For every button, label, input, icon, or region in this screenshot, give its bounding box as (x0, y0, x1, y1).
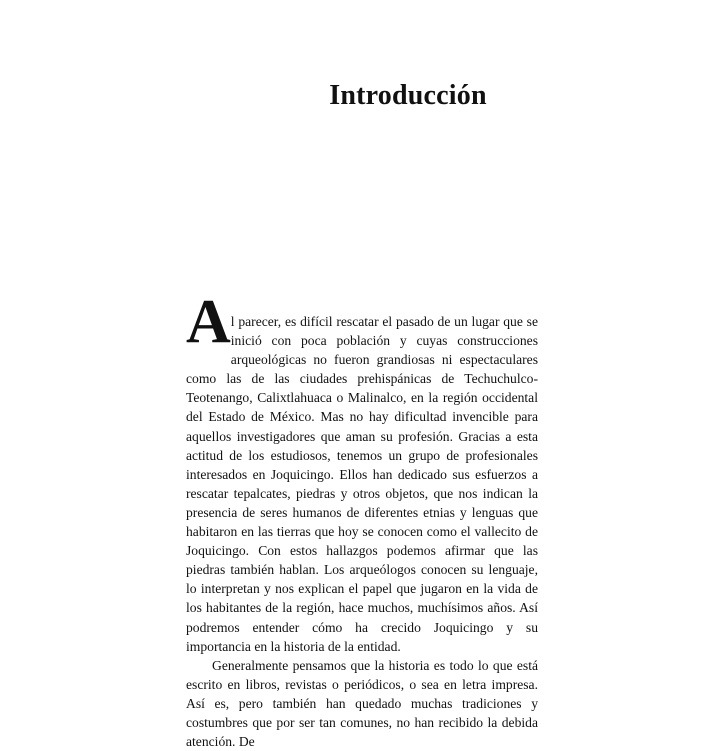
page-title: Introducción (329, 80, 487, 111)
paragraph-2: Generalmente pensamos que la historia es todo lo que está escrito en libros, revistas o periódicos, o sea en letra impresa. Así es, pero también han quedado muchas tradiciones y costumbres que por ser tan comunes, no han recibido la debida atención. De (186, 657, 538, 750)
paragraph-1-text: l parecer, es difícil rescatar el pasado de un lugar que se inició con poca población y cuyas construcciones arqueológicas no fueron grandiosas ni espectaculares como las de las ciudades prehispánicas de Techuchulco-Teotenango, Calixtlahuaca o Malinalco, en la región occidental del Estado de México. Mas no hay dificultad invencible para aquellos investigadores que aman su profesión. Gracias a esta actitud de los estudiosos, tenemos un grupo de profesionales interesados en Joquicingo. Ellos han dedicado sus esfuerzos a rescatar tepalcates, piedras y otros objetos, que nos indican la presencia de seres humanos de diferentes etnias y lenguas que habitaron en las tierras que hoy se conocen como el vallecito de Joquicingo. Con estos hallazgos podemos afirmar que las piedras también hablan. Los arqueólogos conocen su lenguaje, lo interpretan y nos explican el papel que jugaron en la vida de los habitantes de la región, hace muchos, muchísimos años. Así podremos entender cómo ha crecido Joquicingo y su importancia en la historia de la entidad. (186, 314, 538, 654)
drop-cap-letter: A (186, 288, 231, 356)
body-text (186, 288, 538, 751)
paragraph-1 (186, 288, 538, 656)
